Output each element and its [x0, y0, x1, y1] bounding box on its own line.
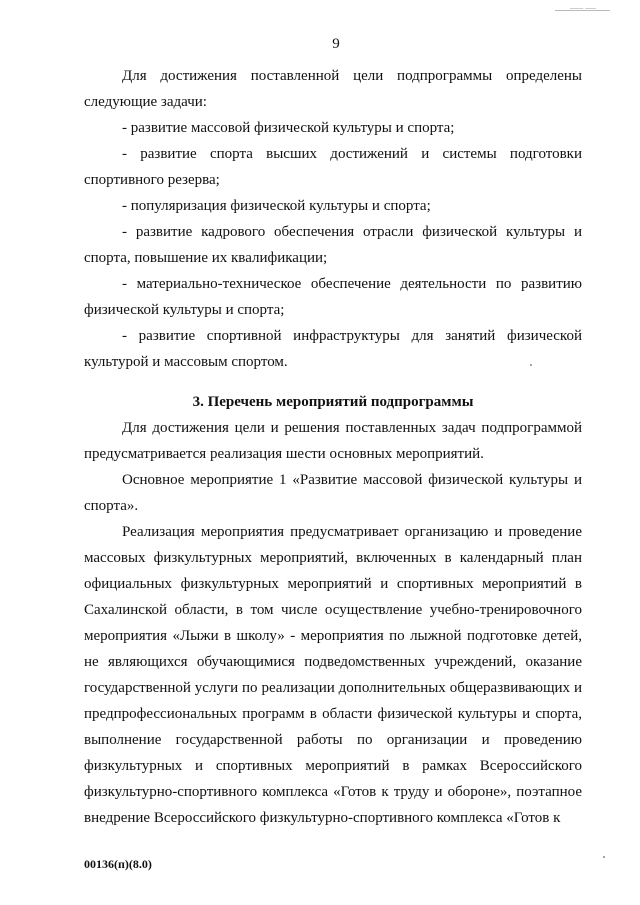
page-number: 9	[332, 36, 340, 52]
document-code: 00136(п)(8.0)	[84, 857, 152, 871]
section-paragraph: Основное мероприятие 1 «Развитие массовой физической культуры и спорта».	[84, 472, 582, 514]
task-item: - развитие кадрового обеспечения отрасли физической культуры и спорта, повышение их квалификации;	[84, 224, 582, 266]
corner-stamp: _____ ____	[570, 3, 597, 9]
section-body	[84, 415, 582, 831]
task-item: - популяризация физической культуры и спорта;	[122, 198, 431, 214]
section-heading: 3. Перечень мероприятий подпрограммы	[192, 394, 474, 410]
corner-stamp-line	[555, 10, 610, 11]
section-paragraph: Реализация мероприятия предусматривает организацию и проведение массовых физкультурных мероприятий, включенных в календарный план официальных физкультурных мероприятий и спортивных мероприятий в Сахалинской области, в том числе осуществление учебно-тренировочного мероприятия «Лыжи в школу» - мероприятия по лыжной подготовке детей, не являющихся обучающимися подведомственных учреждений, оказание государственной услуги по реализации дополнительных общеразвивающих и предпрофессиональных программ в области физической культуры и спорта, выполнение государственной работы по организации и проведению физкультурных и спортивных мероприятий в рамках Всероссийского физкультурно-спортивного комплекса «Готов к труду и обороне», поэтапное внедрение Всероссийского физкультурно-спортивного комплекса «Готов к	[84, 524, 582, 826]
task-item: - развитие массовой физической культуры и спорта;	[122, 120, 455, 136]
section-paragraph: Для достижения цели и решения поставленных задач подпрограммой предусматривается реализация шести основных мероприятий.	[84, 420, 582, 462]
task-item: - развитие спортивной инфраструктуры для занятий физической культурой и массовым спортом.	[84, 328, 582, 370]
tasks-intro: Для достижения поставленной цели подпрограммы определены следующие задачи:	[84, 68, 582, 110]
tasks-block	[84, 63, 582, 375]
task-item: - развитие спорта высших достижений и системы подготовки спортивного резерва;	[84, 146, 582, 188]
task-item: - материально-техническое обеспечение деятельности по развитию физической культуры и спорта;	[84, 276, 582, 318]
scan-speck	[530, 364, 532, 366]
scan-speck	[603, 856, 605, 858]
